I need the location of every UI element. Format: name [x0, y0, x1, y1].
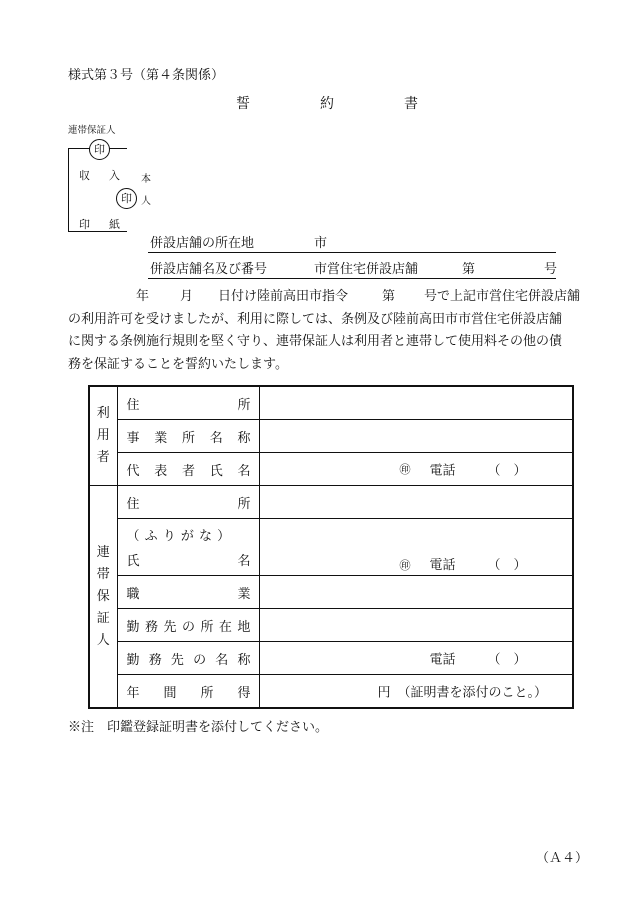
store-name-label: 併設店舗名及び番号: [150, 262, 268, 277]
guarantor-seal-caption: 連帯保証人: [68, 125, 116, 136]
guarantor-seal-mark: 印: [89, 139, 110, 160]
revenue-stamp-box: [68, 143, 132, 232]
store-name-value[interactable]: 市営住宅併設店舗: [314, 262, 419, 277]
store-location-value[interactable]: 市: [314, 236, 328, 251]
occupation-field[interactable]: [259, 576, 573, 609]
table-row: [89, 420, 573, 453]
document-title: [0, 93, 630, 113]
store-name-row: [148, 260, 556, 279]
title-char: 書: [404, 96, 418, 112]
phone-label: 電話: [429, 463, 456, 479]
occupation-label: 職 業: [117, 576, 259, 609]
store-no-prefix: 第: [462, 262, 476, 277]
table-row: [89, 576, 573, 609]
pledge-table: [88, 385, 574, 709]
yen-label: 円: [377, 685, 391, 701]
stamp-label: 収: [79, 169, 90, 182]
title-char: 誓: [236, 96, 250, 112]
rep-name-field[interactable]: [259, 453, 573, 486]
seal-mark: ㊞: [399, 559, 411, 572]
phone-label: 電話: [429, 652, 456, 668]
guarantor-name-field[interactable]: [259, 519, 573, 576]
phone-paren: （ ）: [487, 558, 527, 573]
table-row: [89, 386, 573, 420]
guarantor-name-label: （ ふ り が な ） 氏 名: [117, 519, 259, 576]
user-address-field[interactable]: [259, 386, 573, 420]
footnote: ※注 印鑑登録証明書を添付してください。: [68, 720, 329, 735]
table-row: [89, 453, 573, 486]
principal-seal-mark: 印: [116, 188, 137, 209]
guarantor-group-label: 連 帯 保 証 人: [89, 486, 117, 709]
store-no-suffix: 号: [544, 262, 558, 277]
table-row: [89, 486, 573, 519]
phone-paren: （ ）: [487, 652, 527, 668]
table-row: [89, 609, 573, 642]
store-location-row: [148, 234, 556, 253]
stamp-label: 紙: [109, 218, 120, 231]
table-row: [89, 519, 573, 576]
pledge-text: 年 月 日付け陸前高田市指令 第 号で上記市営住宅併設店舗 の利用許可を受けましたが、利用に際しては、条例及び陸前高田市市営住宅併設店舗 に関する条例施行規則を堅く守り、連帯保証人は利用者と連帯して使用料その他の債 務を保証することを誓約いたします。: [68, 289, 581, 372]
office-name-field[interactable]: [259, 420, 573, 453]
annual-income-field[interactable]: [259, 675, 573, 709]
workplace-address-field[interactable]: [259, 609, 573, 642]
user-address-label: 住 所: [117, 386, 259, 420]
phone-paren: （ ）: [487, 463, 527, 479]
paper-size-label: （Ａ４）: [536, 851, 589, 866]
certificate-note: （証明書を添付のこと。）: [397, 685, 548, 701]
seal-mark: ㊞: [399, 463, 411, 476]
stamp-label: 入: [109, 169, 120, 182]
workplace-name-field[interactable]: [259, 642, 573, 675]
title-char: 約: [320, 96, 334, 112]
principal-label: 本: [141, 174, 151, 185]
form-number: 様式第３号（第４条関係）: [68, 68, 225, 83]
principal-label: 人: [141, 196, 151, 207]
workplace-address-label: 勤 務 先 の 所 在 地: [117, 609, 259, 642]
guarantor-address-label: 住 所: [117, 486, 259, 519]
store-location-label: 併設店舗の所在地: [150, 236, 255, 251]
rep-name-label: 代 表 者 氏 名: [117, 453, 259, 486]
table-row: [89, 675, 573, 709]
office-name-label: 事 業 所 名 称: [117, 420, 259, 453]
table-row: [89, 642, 573, 675]
workplace-name-label: 勤 務 先 の 名 称: [117, 642, 259, 675]
stamp-label: 印: [79, 218, 90, 231]
guarantor-address-field[interactable]: [259, 486, 573, 519]
user-group-label: 利 用 者: [89, 386, 117, 486]
annual-income-label: 年 間 所 得: [117, 675, 259, 709]
phone-label: 電話: [429, 558, 456, 573]
